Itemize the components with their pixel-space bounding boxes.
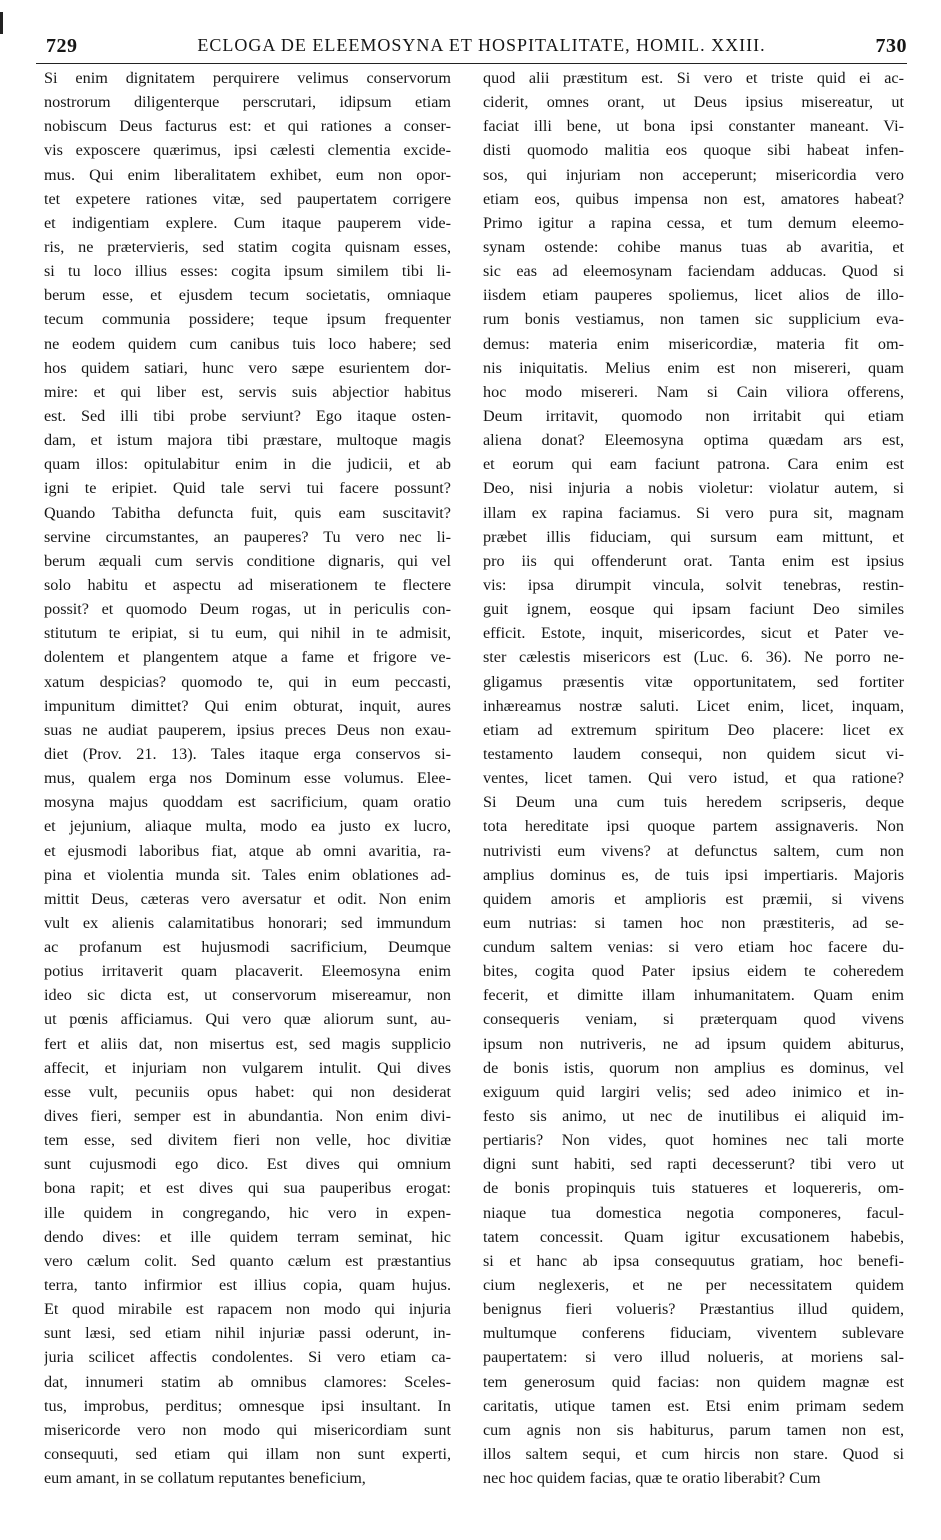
text-line: Si enim dignitatem perquirere velimus conservorum <box>44 69 451 87</box>
text-line: nobiscum Deus facturus est: et qui rationes a conser- <box>44 117 451 136</box>
text-line: solo habitu et aspectu ad miserationem te flectere <box>44 575 451 594</box>
text-line: etiam ad extremum spiritum Deo placere: licet ex <box>483 720 904 739</box>
text-line: si et hanc ab ipsa consequutus gratiam, hoc benefi- <box>483 1251 904 1270</box>
text-line: ris, ne prætervieris, sed statim cogita quisnam esses, <box>44 237 451 256</box>
text-line: benignus fieri volueris? Præstantius illud quidem, <box>483 1300 904 1319</box>
text-line: dendo dives: et ille quidem terram seminat, hic <box>44 1227 451 1246</box>
text-line: mus, qualem erga nos Dominum esse volumus. Elee- <box>44 769 451 788</box>
text-line: terra, tanto infirmior est illius copia, quam hujus. <box>44 1276 451 1295</box>
text-line: diet (Prov. 21. 13). Tales itaque erga conservos si- <box>44 744 451 763</box>
text-line: hos quidem satiari, hunc vero sæpe esurientem dor- <box>44 358 451 377</box>
text-line: digni sunt habiti, sed rapti decesserunt? tibi vero ut <box>483 1155 904 1174</box>
text-line: et ejusmodi laboribus fiat, atque ab omni avaritia, ra- <box>44 841 451 860</box>
text-line: dolentem et plangentem atque a fame et frigore ve- <box>44 648 451 667</box>
text-line: dam, et istum majora tibi præstare, multoque magis <box>44 431 451 450</box>
text-line: illam ex rapina faciamus. Si vero pura sit, magnam <box>483 503 904 522</box>
text-line: guit ignem, eosque qui ipsam faciunt Deo similes <box>483 600 904 619</box>
text-line: nutrivisti eum vivens? at defunctus saltem, cum non <box>483 841 904 860</box>
text-line: inhæreamus nostræ saluti. Licet enim, licet, inquam, <box>483 696 904 715</box>
text-line: Et quod mirabile est rapacem non modo qui injuria <box>44 1300 451 1319</box>
text-line: est. Sed illi tibi probe serviunt? Ego itaque osten- <box>44 406 451 425</box>
text-line: quidem amoris et amplioris est præmii, si vivens <box>483 889 904 908</box>
text-line: pro iis qui offenderunt orat. Tanta enim est ipsius <box>483 551 904 570</box>
text-line: cium neglexeris, et ne per necessitatem quidem <box>483 1276 904 1295</box>
text-line: ster cælestis misericors est (Luc. 6. 36). Ne porro ne- <box>483 648 904 667</box>
running-title: ECLOGA DE ELEEMOSYNA ET HOSPITALITATE, HOMIL. XXIII. <box>197 35 766 55</box>
text-line: et indigentiam explere. Cum itaque pauperem vide- <box>44 213 451 232</box>
text-line: quam illos: opitulabitur enim in die judicii, et ab <box>44 455 451 474</box>
text-line: ne eodem quidem cum canibus tuis loco habere; sed <box>44 334 451 353</box>
text-line: ille quidem in congregando, hic vero in expen- <box>44 1203 451 1222</box>
running-header <box>36 33 907 64</box>
text-line: cum agnis non sis habiturus, parum tamen non est, <box>483 1420 904 1439</box>
right-text-column <box>483 66 904 1490</box>
text-line: Deum irritavit, quomodo non irritabit qui etiam <box>483 406 904 425</box>
text-line: aliena donat? Eleemosyna optima quædam ars est, <box>483 431 904 450</box>
text-line: nis iniquitatis. Melius enim est non misereri, quam <box>483 358 904 377</box>
text-line: demus: materia enim misericordiæ, materia fit om- <box>483 334 904 353</box>
text-line: sic eas ad eleemosynam faciendam adducas. Quod si <box>483 262 904 281</box>
text-line: de bonis propinquis tuis statueres et loquereris, om- <box>483 1179 904 1198</box>
text-line: ac profanum est hujusmodi sacrificium, Deumque <box>44 938 451 957</box>
text-line: xatum despicias? quomodo te, qui in eum peccasti, <box>44 672 451 691</box>
text-line: iisdem etiam pauperes spoliemus, licet alios de illo- <box>483 286 904 305</box>
text-line: vero cælum colit. Sed quanto cælum est præstantius <box>44 1251 451 1270</box>
text-line: cundum saltem venias: si vero etiam hoc facere du- <box>483 938 904 957</box>
text-line: mosyna majus quoddam est sacrificium, quam oratio <box>44 793 451 812</box>
text-line: ipsum non nutriveris, ne ad ipsum quidem abiturus, <box>483 1034 904 1053</box>
text-line: ut pœnis afficiamus. Qui vero quæ aliorum sunt, au- <box>44 1010 451 1029</box>
text-line: fecerit, et dimitte illam inhumanitatem. Quam enim <box>483 986 904 1005</box>
text-line: eum amant, in se collatum reputantes beneficium, <box>44 1469 366 1488</box>
text-line: paupertatem: si vero illud nolueris, at moriens sal- <box>483 1348 904 1367</box>
text-line: vult ex alienis calamitatibus honorari; sed immundum <box>44 913 451 932</box>
text-line: mus. Qui enim liberalitatem exhibet, eum non opor- <box>44 165 451 184</box>
text-line: disti quomodo malitia eos quoque sibi habeat infen- <box>483 141 904 160</box>
text-line: rum bonis vestiamus, non tamen sic supplicium eva- <box>483 310 904 329</box>
text-line: Si Deum una cum tuis heredem scripseris, deque <box>483 793 904 812</box>
text-line: amplius dominus es, de tuis ipsi impertiaris. Majoris <box>483 865 904 884</box>
text-line: sos, qui injuriam non acceperunt; misericordia vero <box>483 165 904 184</box>
text-line: nostrorum diligenterque perscrutari, idipsum etiam <box>44 93 451 112</box>
text-line: faciat illi bene, ut bona ipsi constanter maneant. Vi- <box>483 117 904 136</box>
text-line: Quando Tabitha defuncta fuit, quis eam suscitavit? <box>44 503 451 522</box>
text-line: mire: et qui liber est, servis suis abjectior habitus <box>44 382 451 401</box>
text-line: potius irritaverit quam placaverit. Eleemosyna enim <box>44 962 451 981</box>
text-line: tatem concessit. Quam igitur excusationem habebis, <box>483 1227 904 1246</box>
text-line: tem generosum quid facias: non quidem magnæ est <box>483 1372 904 1391</box>
text-line: ideo sic dicta est, ut conservorum misereamur, non <box>44 986 451 1005</box>
page-number-right: 730 <box>875 35 907 57</box>
text-line: juria scilicet affectis condolentes. Si vero etiam ca- <box>44 1348 451 1367</box>
text-line: vis: ipsa dirumpit vincula, solvit tenebras, restin- <box>483 575 904 594</box>
text-line: dat, innumeri statim ab omnibus clamores: Sceles- <box>44 1372 451 1391</box>
text-line: hoc modo misereri. Nam si Cain viliora offerens, <box>483 382 904 401</box>
text-line: vis exposcere quærimus, ipsi cælesti clementia excide- <box>44 141 451 160</box>
text-line: illos saltem sequi, et cum hircis non stare. Quod si <box>483 1445 904 1464</box>
text-line: tecum communia possidere; teque ipsum frequenter <box>44 310 451 329</box>
text-line: synam ostende: cohibe manus tuas ab avaritia, et <box>483 237 904 256</box>
text-line: de bonis istis, quorum non amplius es dominus, vel <box>483 1058 904 1077</box>
text-line: tet expetere rationes vitæ, sed paupertatem corrigere <box>44 189 451 208</box>
left-text-column <box>44 66 451 1490</box>
text-line: stitutum te eripiat, si tu eum, qui nihil in te admisit, <box>44 624 451 643</box>
text-line: fert et aliis dat, non misertus est, sed magis supplicio <box>44 1034 451 1053</box>
page-number-left: 729 <box>46 35 78 57</box>
text-line: testamento laudem consequi, non quidem sicut vi- <box>483 744 904 763</box>
text-line: tem esse, sed divitem fieri non velle, hoc divitiæ <box>44 1131 451 1150</box>
text-line: bites, cogita quod Pater ipsius eidem te coheredem <box>483 962 904 981</box>
text-line: berum æquali cum servis conditione dignaris, qui vel <box>44 551 451 570</box>
text-line: et jejunium, aliaque multa, modo ea justo ex lucro, <box>44 817 451 836</box>
text-line: tus, improbus, perditus; omnesque ipsi insultant. In <box>44 1396 451 1415</box>
text-line: consequuti, sed etiam qui illam non sunt experti, <box>44 1445 451 1464</box>
text-line: etiam eos, quibus impensa non est, amatores habeat? <box>483 189 904 208</box>
text-line: nec hoc quidem facias, quæ te oratio liberabit? Cum <box>483 1469 821 1488</box>
text-line: berum esse, et ejusdem tecum societatis, omniaque <box>44 286 451 305</box>
text-line: festo sis animo, ut nec de inutilibus ei aliquid im- <box>483 1107 904 1126</box>
text-line: mittit Deus, cæteras vero aversatur et odit. Non enim <box>44 889 451 908</box>
text-line: niaque tua domestica negotia componeres, facul- <box>483 1203 904 1222</box>
text-line: pina et violentia munda sit. Tales enim oblationes ad- <box>44 865 451 884</box>
text-line: quod alii præstitum est. Si vero et triste quid ei ac- <box>483 69 904 87</box>
text-line: possit? et quomodo Deum rogas, ut in periculis con- <box>44 600 451 619</box>
text-line: bona rapit; et est dives qui sua pauperibus erogat: <box>44 1179 451 1198</box>
text-line: caritatis, utique tamen est. Etsi enim primam sedem <box>483 1396 904 1415</box>
text-line: efficit. Estote, inquit, misericordes, sicut et Pater ve- <box>483 624 904 643</box>
text-line: pertiaris? Non vides, quot homines nec tali morte <box>483 1131 904 1150</box>
text-line: igni te eripiet. Quid tale servi tui facere possunt? <box>44 479 451 498</box>
text-line: Primo igitur a rapina cessa, et tum demum eleemo- <box>483 213 904 232</box>
margin-mark <box>0 12 3 34</box>
text-line: præbet illis fiduciam, qui sursum eam mittunt, et <box>483 527 904 546</box>
text-line: sunt cujusmodi ego dico. Est dives qui omnium <box>44 1155 451 1174</box>
text-line: et eorum qui eam faciunt patrona. Cara enim est <box>483 455 904 474</box>
text-line: si tu loco illius esses: cogita ipsum similem tibi li- <box>44 262 451 281</box>
text-line: consequeris veniam, si præterquam quod vivens <box>483 1010 904 1029</box>
text-line: dives fieri, semper est in abundantia. Non enim divi- <box>44 1107 451 1126</box>
text-line: servine circumstantes, an pauperes? Tu vero nec li- <box>44 527 451 546</box>
text-line: suas ne audiat pauperem, ipsius preces Deus non exau- <box>44 720 451 739</box>
text-line: Deo, nisi injuria a nobis violetur: violatur autem, si <box>483 479 904 498</box>
text-line: ventes, licet tamen. Qui vero istud, et qua ratione? <box>483 769 904 788</box>
text-line: multumque conferens fiduciam, viventem sublevare <box>483 1324 904 1343</box>
text-line: affecit, et injuriam non vulgarem intulit. Qui dives <box>44 1058 451 1077</box>
text-line: misericorde vero non modo qui misericordiam sunt <box>44 1420 451 1439</box>
text-line: tota hereditate ipsi quoque partem assignaveris. Non <box>483 817 904 836</box>
text-line: ciderit, omnes orant, ut Deus ipsius misereatur, ut <box>483 93 904 112</box>
text-line: gligamus præsentis vitæ opportunitatem, sed fortiter <box>483 672 904 691</box>
text-line: sunt læsi, sed etiam nihil injuriæ passi oderunt, in- <box>44 1324 451 1343</box>
text-line: impunitum dimittet? Qui enim obturat, inquit, aures <box>44 696 451 715</box>
text-line: esse vult, pecuniis opus habet: qui non desiderat <box>44 1082 451 1101</box>
text-line: eum nutrias: si tamen hoc non præstiteris, ad se- <box>483 913 904 932</box>
text-line: exiguum quid largiri velis; sed adeo inimico et in- <box>483 1082 904 1101</box>
